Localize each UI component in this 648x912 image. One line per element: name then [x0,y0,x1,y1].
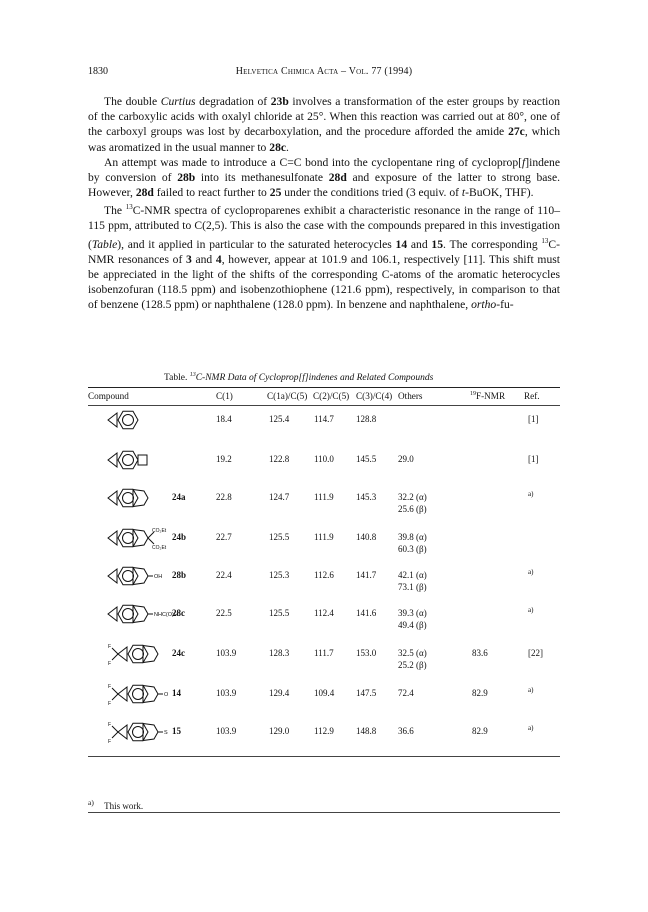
text-run: 14 [395,237,408,251]
cell-c2: 109.4 [314,688,335,699]
cell-ref: [22] [528,648,543,659]
cell-c3: 140.8 [356,532,377,543]
cell-c3: 148.8 [356,726,377,737]
text-run: , however, appear at 101.9 and 106.1, respectively [11]. This shift must be appreciated in the light of the shifts of the corresponding C-atoms of the aromatic heterocycles isobenzofuran (118.5 ppm) and isobenzothiophene (121.6 ppm), respectively, in comparison to that of benzene (128.5 ppm) or naphthalene (128.0 ppm). In benzene and naphthalene, [88,252,560,312]
text-run: 28d [328,171,347,185]
cell-ref: a) [528,568,534,577]
text-run: involves a transformation of the ester groups by reaction of the carboxylic acids with oxalyl chloride at 25°. When this reaction was carried out at 80°, one of the carboxyl groups was lost by decarboxylation, and the procedure afforded the amide [88,95,560,139]
text-run: C-NMR resonances of [88,237,560,266]
text-run: 13 [541,236,549,245]
cell-others: 32.2 (α) [398,492,427,503]
column-header: Compound [88,391,129,402]
text-run: 15 [431,237,444,251]
cell-c1a: 129.0 [269,726,290,737]
cell-ref: a) [528,724,534,733]
svg-text:F: F [108,701,112,708]
cell-c1a: 128.3 [269,648,290,659]
structure-difluoro [96,640,206,670]
svg-text:O: O [164,692,169,699]
text-run: -fu- [496,298,514,312]
cell-c2: 110.0 [314,454,334,465]
table-row [88,406,560,446]
table-row [88,446,560,484]
cell-others2: 60.3 (β) [398,544,427,555]
cell-others: 32.5 (α) [398,648,427,659]
cell-ref: [1] [528,414,539,425]
svg-text:CO₂Et: CO₂Et [152,545,167,552]
cell-c1: 22.4 [216,570,232,581]
cell-id: 24b [172,532,187,543]
cell-c2: 111.9 [314,492,334,503]
cell-f: 82.9 [472,688,488,699]
cell-f: 82.9 [472,726,488,737]
table-row [88,562,560,600]
text-run: 28c [269,140,287,154]
cell-others2: 49.4 (β) [398,620,427,631]
cell-c3: 147.5 [356,688,377,699]
cell-c1: 19.2 [216,454,232,465]
text-run: The double [104,95,161,108]
cell-c3: 145.3 [356,492,377,503]
cell-id: 15 [172,726,181,737]
column-header: $^{19}$F-NMR [470,391,506,402]
text-run: 28b [177,171,196,185]
cell-id: 28c [172,608,185,619]
text-run: . [286,140,289,154]
svg-text:F: F [108,684,112,691]
svg-text:F: F [108,644,112,651]
footnote-rule [88,812,560,813]
footnote-text: This work. [104,801,144,811]
cell-c1: 22.8 [216,492,232,503]
text-run: degradation of [195,95,271,108]
page-number: 1830 [88,66,108,77]
text-run: 23b [270,95,289,108]
table-bottom-rule [88,756,560,757]
table-row [88,680,560,718]
text-run: 28d [135,186,154,200]
cell-others2: 73.1 (β) [398,582,427,593]
text-run: ]indene by conversion of [88,155,560,185]
table-body [88,406,560,754]
nmr-table [88,372,560,757]
column-header: C(1a)/C(5) [267,391,308,402]
cell-c1a: 122.8 [269,454,290,465]
text-run: , which was aromatized in the usual manner to [88,125,560,154]
column-header: C(1) [216,391,233,402]
svg-text:F: F [108,739,112,746]
cell-others: 39.8 (α) [398,532,427,543]
text-run: 4 [215,252,222,266]
structure-formamide [96,600,206,630]
caption-lead: Table. [164,373,188,384]
text-run: 3 [186,252,192,266]
cell-ref: [1] [528,454,539,465]
text-run: 25 [269,186,282,200]
table-row [88,600,560,640]
cell-c2: 112.9 [314,726,334,737]
table-row [88,640,560,680]
table-row [88,524,560,562]
paragraph [88,94,560,155]
cell-ref: a) [528,490,534,499]
text-run: . The corresponding [443,237,542,251]
cell-c3: 145.5 [356,454,377,465]
cell-c3: 141.7 [356,570,377,581]
cell-others: 36.6 [398,726,414,737]
text-run: and [191,252,216,266]
text-run: t [461,186,466,200]
text-run: An attempt was made to introduce a C=C bond into the cyclopentane ring of cycloprop[ [104,155,522,169]
text-run: 27c [508,125,525,139]
structure-cycloprobenzene [96,406,206,436]
cell-f: 83.6 [472,648,488,659]
cell-c1a: 125.5 [269,532,290,543]
cell-id: 24c [172,648,185,659]
cell-c1: 22.5 [216,608,232,619]
column-header: Ref. [524,391,540,402]
text-run: failed to react further to [153,186,270,200]
cell-c1: 103.9 [216,648,237,659]
cell-c2: 111.7 [314,648,334,659]
structure-diester [96,524,206,554]
cell-c3: 153.0 [356,648,377,659]
text-run: into its methanesulfonate [195,171,329,185]
cell-id: 14 [172,688,181,699]
table-header-row [88,388,560,405]
cell-ref: a) [528,606,534,615]
cell-c1: 18.4 [216,414,232,425]
paragraph [88,200,560,312]
cell-id: 28b [172,570,187,581]
cell-c1: 103.9 [216,726,237,737]
svg-text:CO₂Et: CO₂Et [152,528,167,535]
journal-title: Helvetica Chimica Acta – Vol. 77 (1994) [235,66,413,77]
cell-c1a: 125.4 [269,414,290,425]
caption-sup: 13 [189,372,196,378]
cell-c2: 111.9 [314,532,334,543]
table-caption [88,372,560,383]
text-run: C-NMR spectra of cycloproparenes exhibit a characteristic resonance in the range of 110–115 ppm, attributed to C(2,5). This is also the case with the compounds prepared in this investigation ( [88,204,560,251]
cell-c1: 103.9 [216,688,237,699]
text-run: under the conditions tried (3 equiv. of [281,186,462,200]
footnote-mark: a) [88,798,94,807]
cell-id: 24a [172,492,186,503]
table-row [88,484,560,524]
table-footnote [88,798,143,811]
structure-difluoro-O [96,680,206,710]
column-header: C(3)/C(4) [356,391,393,402]
text-run: The [104,204,126,218]
cell-c1a: 125.5 [269,608,290,619]
cell-c1a: 129.4 [269,688,290,699]
text-run: f [522,155,526,169]
cell-others: 39.3 (α) [398,608,427,619]
cell-c2: 112.4 [314,608,334,619]
cell-others2: 25.6 (β) [398,504,427,515]
text-run: ), and it applied in particular to the saturated heterocycles [117,237,396,251]
cell-c3: 141.6 [356,608,377,619]
column-header: C(2)/C(5) [313,391,350,402]
svg-text:OH: OH [154,574,163,581]
column-header: Others [398,391,423,402]
table-row [88,718,560,754]
svg-text:S: S [164,730,168,737]
cell-others2: 25.2 (β) [398,660,427,671]
text-run: 13 [125,203,133,212]
cell-c1a: 125.3 [269,570,290,581]
structure-cyclopentane-fused [96,484,206,514]
paragraph [88,155,560,201]
svg-text:F: F [108,722,112,729]
text-run: and [407,237,432,251]
cell-others: 72.4 [398,688,414,699]
cell-c2: 114.7 [314,414,334,425]
structure-cyclobutane-fused [96,446,206,476]
text-run: ortho [471,298,497,312]
svg-text:NHC(O)H: NHC(O)H [154,612,178,619]
body-text [88,94,560,313]
cell-c1a: 124.7 [269,492,290,503]
cell-c1: 22.7 [216,532,232,543]
text-run: Curtius [160,95,196,108]
cell-others: 29.0 [398,454,414,465]
structure-difluoro-S [96,718,206,748]
cell-c3: 128.8 [356,414,377,425]
text-run: and exposure of the latter to strong base. However, [88,171,560,200]
cell-others: 42.1 (α) [398,570,427,581]
caption-text: C-NMR Data of Cycloprop[f]indenes and Related Compounds [195,373,434,384]
cell-ref: a) [528,686,534,695]
text-run: -BuOK, THF). [465,186,534,200]
svg-text:F: F [108,661,112,668]
structure-alcohol [96,562,206,592]
cell-c2: 112.6 [314,570,334,581]
text-run: Table [91,237,118,251]
